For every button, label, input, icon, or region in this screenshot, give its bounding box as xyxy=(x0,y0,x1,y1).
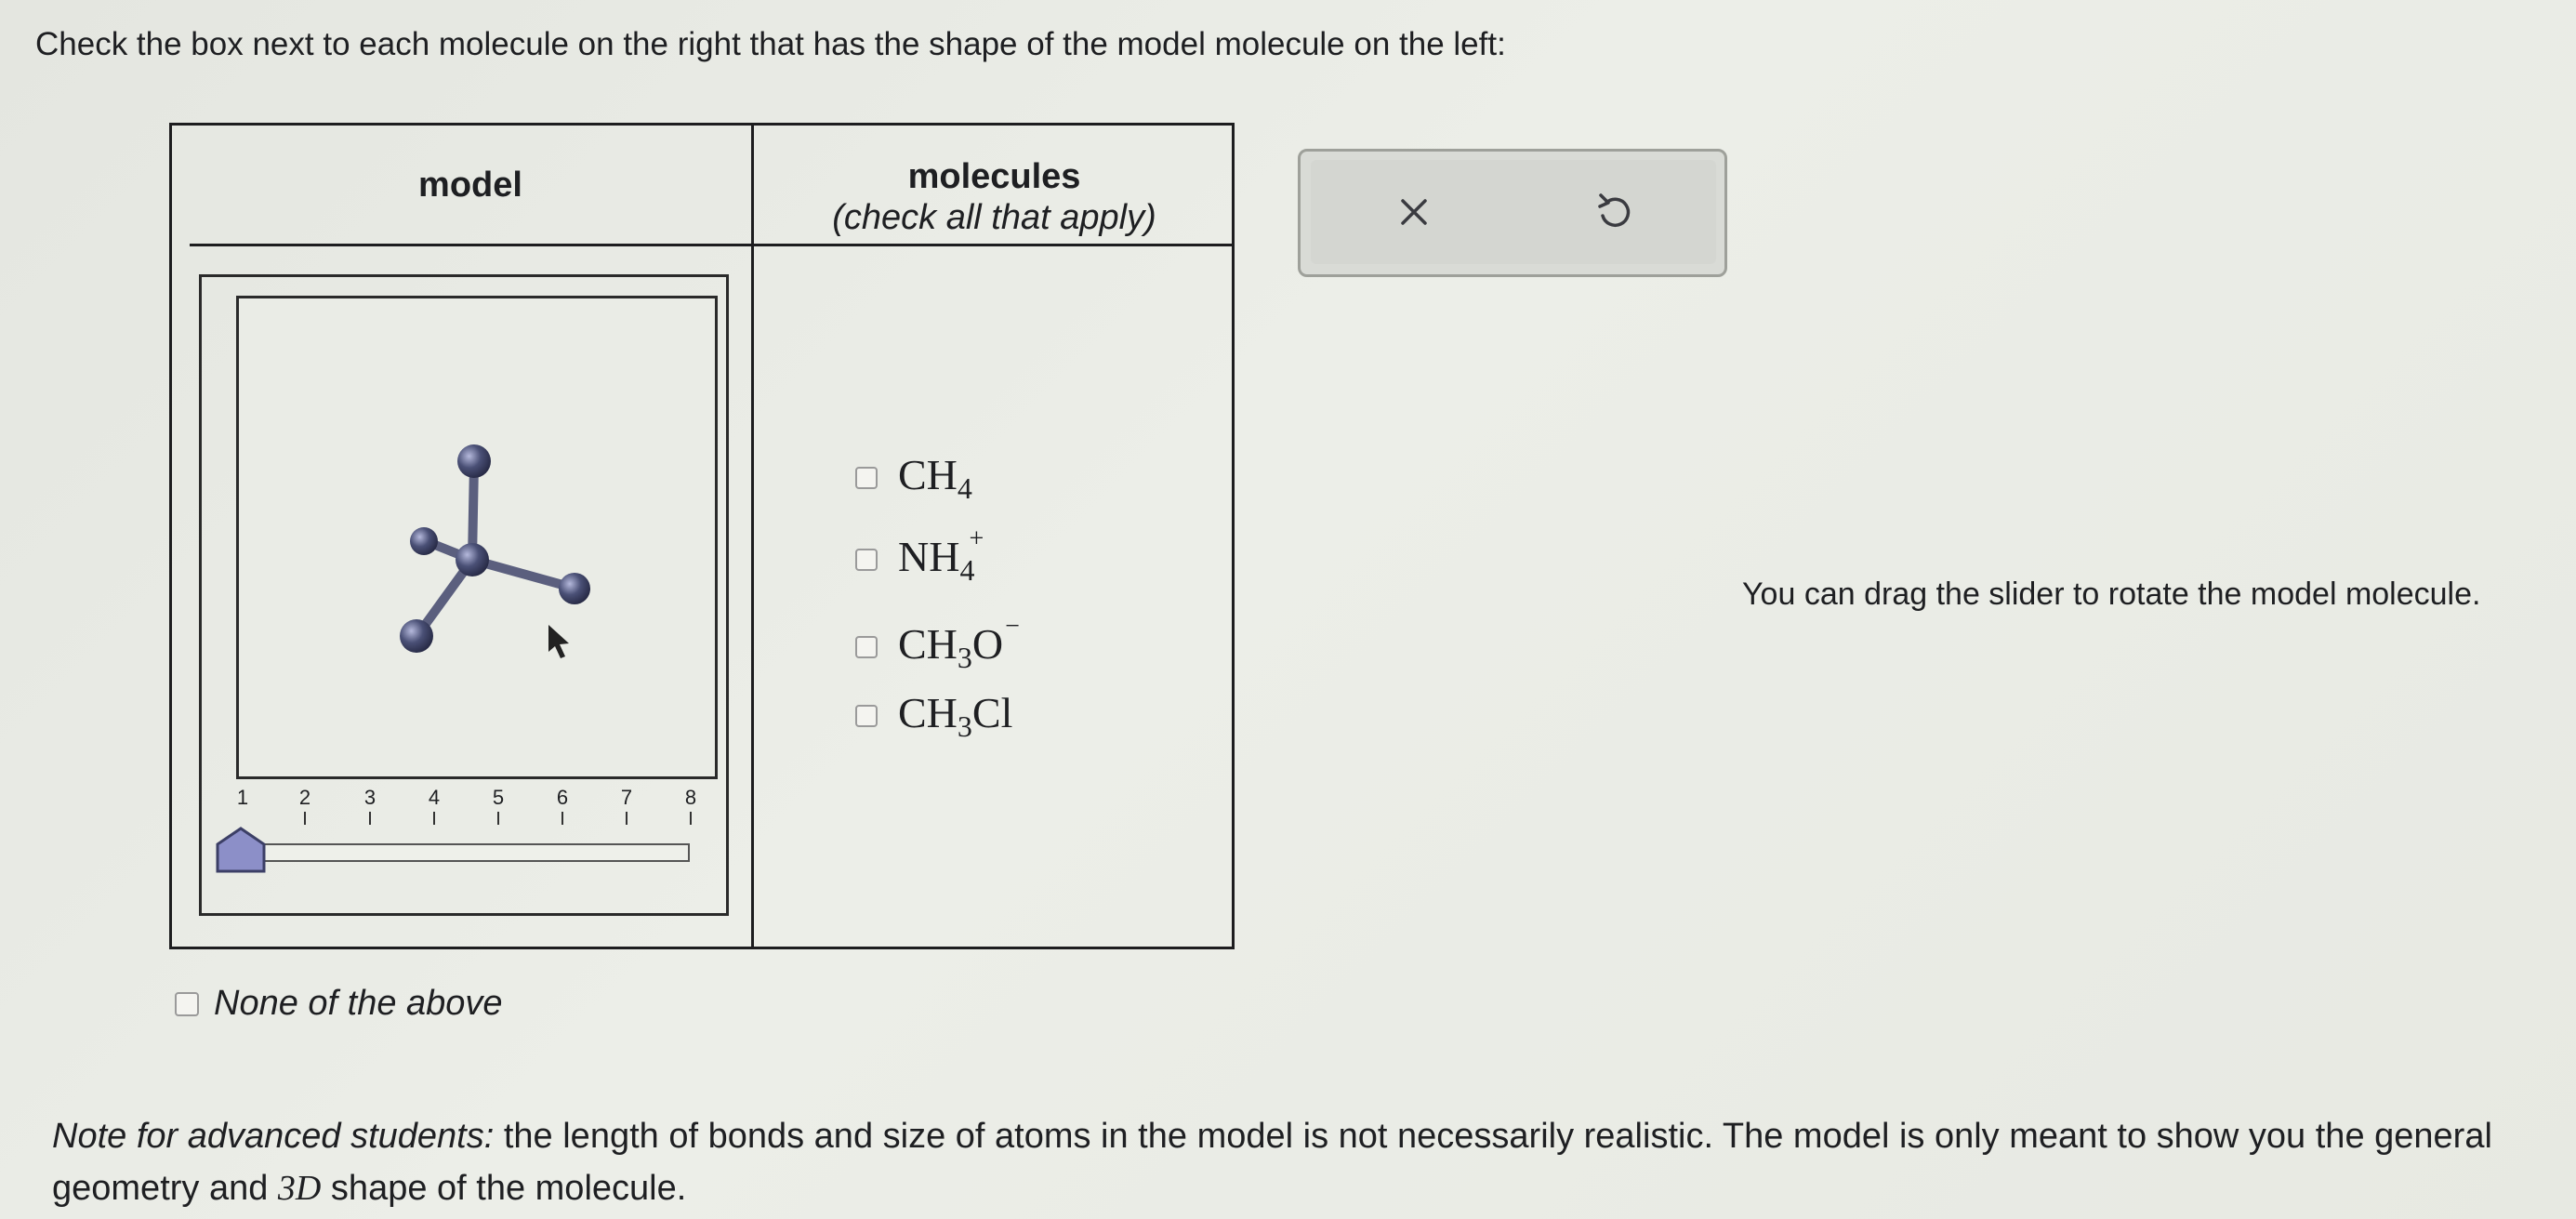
molecule-option-ch3cl[interactable] xyxy=(855,688,1012,744)
molecule-option-ch4[interactable] xyxy=(855,450,972,506)
rotation-slider-thumb[interactable] xyxy=(214,826,268,874)
checkbox[interactable] xyxy=(175,992,199,1016)
action-button-panel-inner xyxy=(1311,160,1716,264)
checkbox[interactable] xyxy=(855,705,878,727)
atom-center xyxy=(456,543,489,576)
slider-tick-3: 3 xyxy=(356,786,384,825)
slider-hint-text: You can drag the slider to rotate the model molecule. xyxy=(1742,576,2481,612)
cursor-arrow-icon xyxy=(545,621,573,662)
slider-tick-8: 8 xyxy=(677,786,705,825)
undo-icon xyxy=(1595,192,1634,232)
formula: $CH_4$ xyxy=(898,451,972,505)
molecules-header-subtitle: (check all that apply) xyxy=(832,198,1156,237)
slider-tick-7: 7 xyxy=(613,786,641,825)
slider-tick-1: 1 xyxy=(236,786,249,809)
none-of-the-above-label: None of the above xyxy=(214,984,503,1023)
checkbox[interactable] xyxy=(855,636,878,658)
note-lead: Note for advanced students: xyxy=(52,1117,495,1156)
atom-bottom xyxy=(400,619,433,653)
undo-button[interactable] xyxy=(1582,179,1647,245)
question-prompt: Check the box next to each molecule on the right that has the shape of the model molecule on the left: xyxy=(35,26,1506,62)
close-button[interactable] xyxy=(1381,179,1447,245)
atom-right xyxy=(559,573,590,604)
rotation-slider-track[interactable] xyxy=(244,843,690,862)
slider-tick-5: 5 xyxy=(484,786,512,825)
slider-tick-4: 4 xyxy=(420,786,448,825)
checkbox[interactable] xyxy=(855,467,878,489)
none-of-the-above-option[interactable] xyxy=(175,984,503,1024)
molecule-option-ch3o-minus[interactable] xyxy=(855,612,1020,675)
atom-left xyxy=(410,527,438,555)
formula: $NH_4^+$ xyxy=(898,524,984,587)
slider-tick-6: 6 xyxy=(548,786,576,825)
advanced-note xyxy=(52,1110,2562,1214)
slider-tick-2: 2 xyxy=(291,786,319,825)
model-header: model xyxy=(418,166,522,205)
table-top-border xyxy=(190,123,1235,126)
molecules-header-title: molecules xyxy=(907,157,1081,196)
atom-top xyxy=(457,444,491,478)
checkbox[interactable] xyxy=(855,549,878,571)
table-header-divider xyxy=(190,244,1235,246)
note-math: 3D xyxy=(277,1169,322,1208)
molecules-header xyxy=(754,156,1235,238)
molecule-option-nh4-plus[interactable] xyxy=(855,524,984,588)
close-icon xyxy=(1395,193,1433,231)
note-tail: shape of the molecule. xyxy=(321,1169,687,1208)
table-column-divider xyxy=(751,123,754,949)
formula: $CH_3Cl$ xyxy=(898,689,1013,743)
formula: $CH_3O^-$ xyxy=(898,612,1020,674)
note-body: the length of bonds and size of atoms in the model is not necessarily realistic. The model is only meant to show you the general geometry and xyxy=(52,1117,2492,1208)
